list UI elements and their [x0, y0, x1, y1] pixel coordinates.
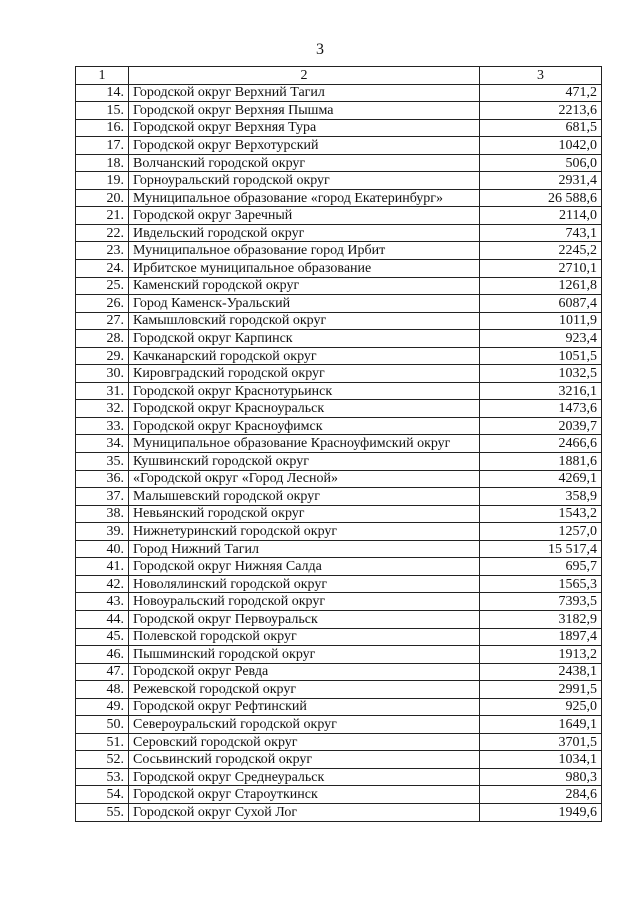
row-number: 54.	[76, 786, 129, 804]
row-number: 23.	[76, 242, 129, 260]
table-row	[76, 260, 602, 278]
row-name: Город Каменск-Уральский	[129, 295, 480, 313]
table-row	[76, 803, 602, 821]
table-row	[76, 137, 602, 155]
row-number: 37.	[76, 488, 129, 506]
row-name: Муниципальное образование город Ирбит	[129, 242, 480, 260]
row-name: Качканарский городской округ	[129, 347, 480, 365]
row-name: Волчанский городской округ	[129, 154, 480, 172]
row-number: 53.	[76, 768, 129, 786]
row-number: 18.	[76, 154, 129, 172]
row-number: 47.	[76, 663, 129, 681]
row-number: 29.	[76, 347, 129, 365]
row-value: 695,7	[480, 558, 602, 576]
table-row	[76, 400, 602, 418]
row-name: Городской округ Нижняя Салда	[129, 558, 480, 576]
row-value: 2114,0	[480, 207, 602, 225]
row-value: 1897,4	[480, 628, 602, 646]
row-name: Малышевский городской округ	[129, 488, 480, 506]
row-name: Городской округ Рефтинский	[129, 698, 480, 716]
row-value: 358,9	[480, 488, 602, 506]
row-number: 19.	[76, 172, 129, 190]
table-row	[76, 663, 602, 681]
row-value: 2245,2	[480, 242, 602, 260]
row-value: 3701,5	[480, 733, 602, 751]
table-row	[76, 593, 602, 611]
row-name: Полевской городской округ	[129, 628, 480, 646]
table-row	[76, 277, 602, 295]
row-value: 1261,8	[480, 277, 602, 295]
header-col-1: 1	[76, 67, 129, 85]
table-row	[76, 312, 602, 330]
table-row	[76, 102, 602, 120]
row-name: Город Нижний Тагил	[129, 540, 480, 558]
row-name: Каменский городской округ	[129, 277, 480, 295]
row-name: Городской округ Верхний Тагил	[129, 84, 480, 102]
row-name: Североуральский городской округ	[129, 716, 480, 734]
row-number: 20.	[76, 189, 129, 207]
table-row	[76, 207, 602, 225]
row-name: Городской округ Староуткинск	[129, 786, 480, 804]
table-row	[76, 768, 602, 786]
header-col-3: 3	[480, 67, 602, 85]
row-number: 55.	[76, 803, 129, 821]
row-value: 1649,1	[480, 716, 602, 734]
row-name: Пышминский городской округ	[129, 646, 480, 664]
table-row	[76, 505, 602, 523]
row-name: Городской округ Ревда	[129, 663, 480, 681]
data-table	[75, 66, 602, 822]
row-number: 49.	[76, 698, 129, 716]
row-value: 1913,2	[480, 646, 602, 664]
row-number: 41.	[76, 558, 129, 576]
row-name: Кушвинский городской округ	[129, 453, 480, 471]
row-name: Городской округ Верхотурский	[129, 137, 480, 155]
row-name: Муниципальное образование «город Екатеринбург»	[129, 189, 480, 207]
row-number: 46.	[76, 646, 129, 664]
table-row	[76, 786, 602, 804]
row-name: Городской округ Сухой Лог	[129, 803, 480, 821]
row-number: 35.	[76, 453, 129, 471]
row-value: 1881,6	[480, 453, 602, 471]
row-number: 44.	[76, 610, 129, 628]
row-number: 22.	[76, 224, 129, 242]
table-row	[76, 488, 602, 506]
table-row	[76, 751, 602, 769]
table-row	[76, 575, 602, 593]
row-value: 15 517,4	[480, 540, 602, 558]
row-value: 1473,6	[480, 400, 602, 418]
row-value: 284,6	[480, 786, 602, 804]
row-number: 48.	[76, 681, 129, 699]
table-row	[76, 646, 602, 664]
row-number: 16.	[76, 119, 129, 137]
table-row	[76, 242, 602, 260]
table-header	[76, 67, 602, 85]
row-name: Кировградский городской округ	[129, 365, 480, 383]
table-row	[76, 523, 602, 541]
row-name: Новоуральский городской округ	[129, 593, 480, 611]
row-name: Городской округ Первоуральск	[129, 610, 480, 628]
row-value: 7393,5	[480, 593, 602, 611]
table-row	[76, 119, 602, 137]
row-value: 2438,1	[480, 663, 602, 681]
row-number: 31.	[76, 382, 129, 400]
row-number: 43.	[76, 593, 129, 611]
table-row	[76, 716, 602, 734]
row-value: 2213,6	[480, 102, 602, 120]
row-value: 506,0	[480, 154, 602, 172]
row-value: 681,5	[480, 119, 602, 137]
row-name: Городской округ Карпинск	[129, 330, 480, 348]
row-number: 34.	[76, 435, 129, 453]
row-name: Городской округ Краснотурьинск	[129, 382, 480, 400]
table-row	[76, 417, 602, 435]
table-body	[76, 84, 602, 821]
table-row	[76, 681, 602, 699]
row-name: Городской округ Среднеуральск	[129, 768, 480, 786]
row-number: 21.	[76, 207, 129, 225]
row-name: Новолялинский городской округ	[129, 575, 480, 593]
row-number: 33.	[76, 417, 129, 435]
row-name: Серовский городской округ	[129, 733, 480, 751]
row-value: 2039,7	[480, 417, 602, 435]
header-col-2: 2	[129, 67, 480, 85]
row-number: 32.	[76, 400, 129, 418]
table-row	[76, 330, 602, 348]
row-number: 24.	[76, 260, 129, 278]
row-number: 36.	[76, 470, 129, 488]
row-name: Ивдельский городской округ	[129, 224, 480, 242]
row-number: 30.	[76, 365, 129, 383]
row-number: 40.	[76, 540, 129, 558]
table-row	[76, 154, 602, 172]
table-row	[76, 628, 602, 646]
row-name: Городской округ Заречный	[129, 207, 480, 225]
table-row	[76, 733, 602, 751]
page-number: 3	[316, 41, 324, 58]
row-number: 15.	[76, 102, 129, 120]
row-value: 3182,9	[480, 610, 602, 628]
row-value: 2991,5	[480, 681, 602, 699]
row-number: 26.	[76, 295, 129, 313]
row-number: 28.	[76, 330, 129, 348]
table-row	[76, 435, 602, 453]
row-value: 1051,5	[480, 347, 602, 365]
table-row	[76, 347, 602, 365]
row-name: Муниципальное образование Красноуфимский округ	[129, 435, 480, 453]
row-name: Городской округ Верхняя Пышма	[129, 102, 480, 120]
table-row	[76, 610, 602, 628]
row-number: 14.	[76, 84, 129, 102]
row-number: 50.	[76, 716, 129, 734]
row-value: 2710,1	[480, 260, 602, 278]
row-value: 743,1	[480, 224, 602, 242]
table-row	[76, 698, 602, 716]
table-row	[76, 189, 602, 207]
row-value: 1543,2	[480, 505, 602, 523]
row-number: 25.	[76, 277, 129, 295]
row-value: 6087,4	[480, 295, 602, 313]
row-number: 17.	[76, 137, 129, 155]
row-value: 1565,3	[480, 575, 602, 593]
table-row	[76, 172, 602, 190]
table-row	[76, 295, 602, 313]
row-value: 1949,6	[480, 803, 602, 821]
table-row	[76, 558, 602, 576]
row-number: 38.	[76, 505, 129, 523]
row-value: 2931,4	[480, 172, 602, 190]
row-name: Режевской городской округ	[129, 681, 480, 699]
table-row	[76, 365, 602, 383]
table-row	[76, 540, 602, 558]
row-number: 51.	[76, 733, 129, 751]
row-number: 39.	[76, 523, 129, 541]
row-value: 980,3	[480, 768, 602, 786]
row-value: 1034,1	[480, 751, 602, 769]
table-row	[76, 470, 602, 488]
row-name: Невьянский городской округ	[129, 505, 480, 523]
row-value: 2466,6	[480, 435, 602, 453]
row-name: Сосьвинский городской округ	[129, 751, 480, 769]
row-value: 1011,9	[480, 312, 602, 330]
row-number: 52.	[76, 751, 129, 769]
row-name: Ирбитское муниципальное образование	[129, 260, 480, 278]
row-name: Городской округ Красноуфимск	[129, 417, 480, 435]
row-value: 471,2	[480, 84, 602, 102]
row-value: 1257,0	[480, 523, 602, 541]
table-row	[76, 453, 602, 471]
row-value: 4269,1	[480, 470, 602, 488]
table-row	[76, 382, 602, 400]
row-name: Камышловский городской округ	[129, 312, 480, 330]
row-number: 42.	[76, 575, 129, 593]
row-number: 27.	[76, 312, 129, 330]
row-value: 26 588,6	[480, 189, 602, 207]
row-number: 45.	[76, 628, 129, 646]
row-name: Городской округ Красноуральск	[129, 400, 480, 418]
row-value: 925,0	[480, 698, 602, 716]
row-value: 923,4	[480, 330, 602, 348]
row-name: Городской округ Верхняя Тура	[129, 119, 480, 137]
row-value: 1032,5	[480, 365, 602, 383]
row-value: 3216,1	[480, 382, 602, 400]
header-row	[76, 67, 602, 85]
table-row	[76, 84, 602, 102]
table-row	[76, 224, 602, 242]
row-name: Горноуральский городской округ	[129, 172, 480, 190]
row-name: Нижнетуринский городской округ	[129, 523, 480, 541]
row-name: «Городской округ «Город Лесной»	[129, 470, 480, 488]
row-value: 1042,0	[480, 137, 602, 155]
